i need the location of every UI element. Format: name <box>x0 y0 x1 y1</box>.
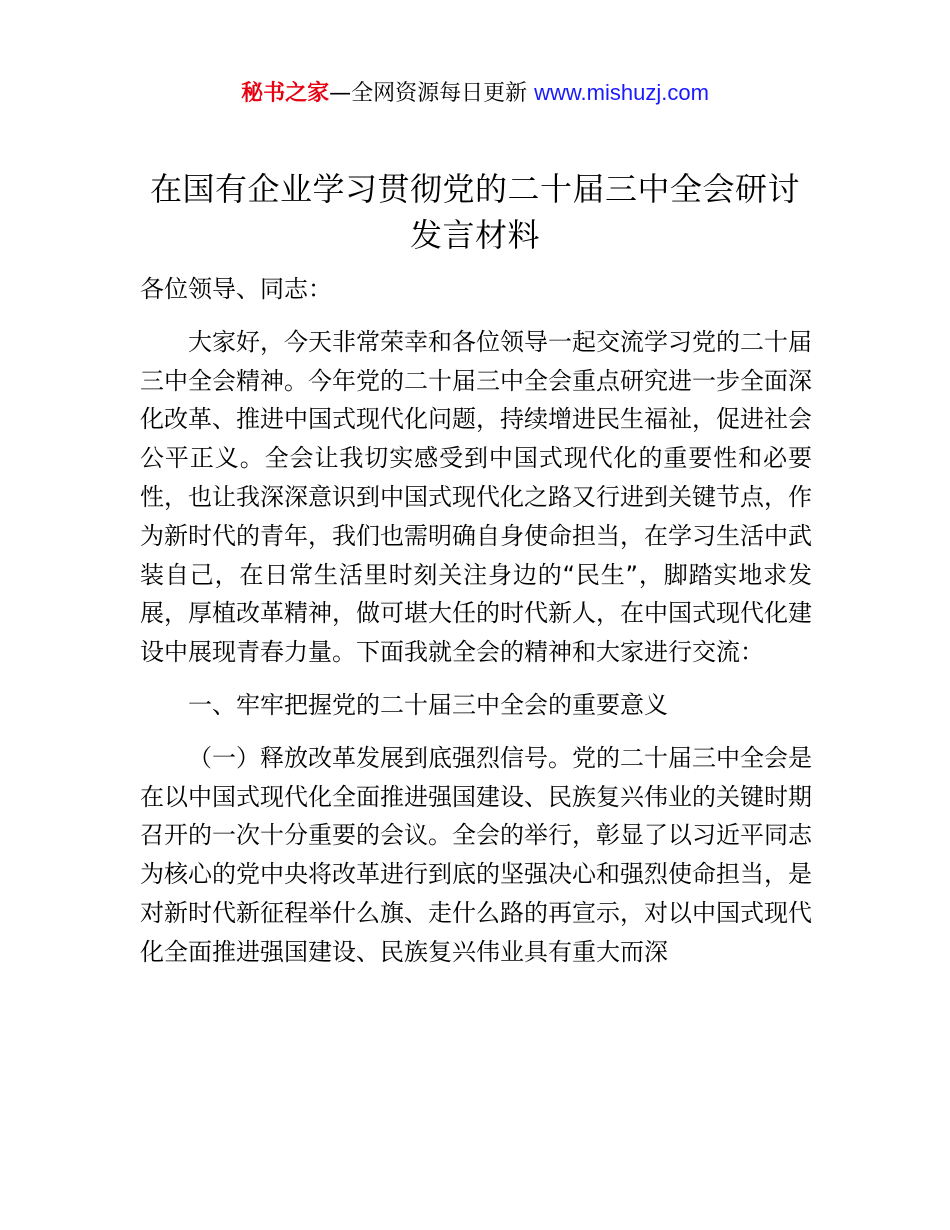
document-body <box>140 270 812 972</box>
section-heading-1: 一、牢牢把握党的二十届三中全会的重要意义 <box>188 690 668 719</box>
paragraph-section-1-1: （一）释放改革发展到底强烈信号。党的二十届三中全会是在以中国式现代化全面推进强国建设、民族复兴伟业的关键时期召开的一次十分重要的会议。全会的举行，彰显了以习近平同志为核心的党中央将改革进行到底的坚强决心和强烈使命担当，是对新时代新征程举什么旗、走什么路的再宣示，对以中国式现代化全面推进强国建设、民族复兴伟业具有重大而深 <box>140 743 812 966</box>
salutation: 各位领导、同志： <box>140 275 332 303</box>
title-line-2: 发言材料 <box>409 216 540 254</box>
title-line-1: 在国有企业学习贯彻党的二十届三中全会研讨 <box>149 170 800 208</box>
site-brand: 秘书之家 <box>241 81 330 106</box>
paragraph-intro: 大家好，今天非常荣幸和各位领导一起交流学习党的二十届三中全会精神。今年党的二十届三中全会重点研究进一步全面深化改革、推进中国式现代化问题，持续增进民生福祉，促进社会公平正义。全会让我切实感受到中国式现代化的重要性和必要性，也让我深深意识到中国式现代化之路又行进到关键节点，作为新时代的青年，我们也需明确自身使命担当，在学习生活中武装自己，在日常生活里时刻关注身边的“民生”，脚踏实地求发展，厚植改革精神，做可堪大任的时代新人，在中国式现代化建设中展现青春力量。下面我就全会的精神和大家进行交流： <box>140 327 812 667</box>
site-header <box>0 78 950 109</box>
site-slogan: —全网资源每日更新 <box>329 81 535 106</box>
site-url-link[interactable]: www.mishuzj.com <box>534 80 709 105</box>
document-title <box>100 166 850 258</box>
